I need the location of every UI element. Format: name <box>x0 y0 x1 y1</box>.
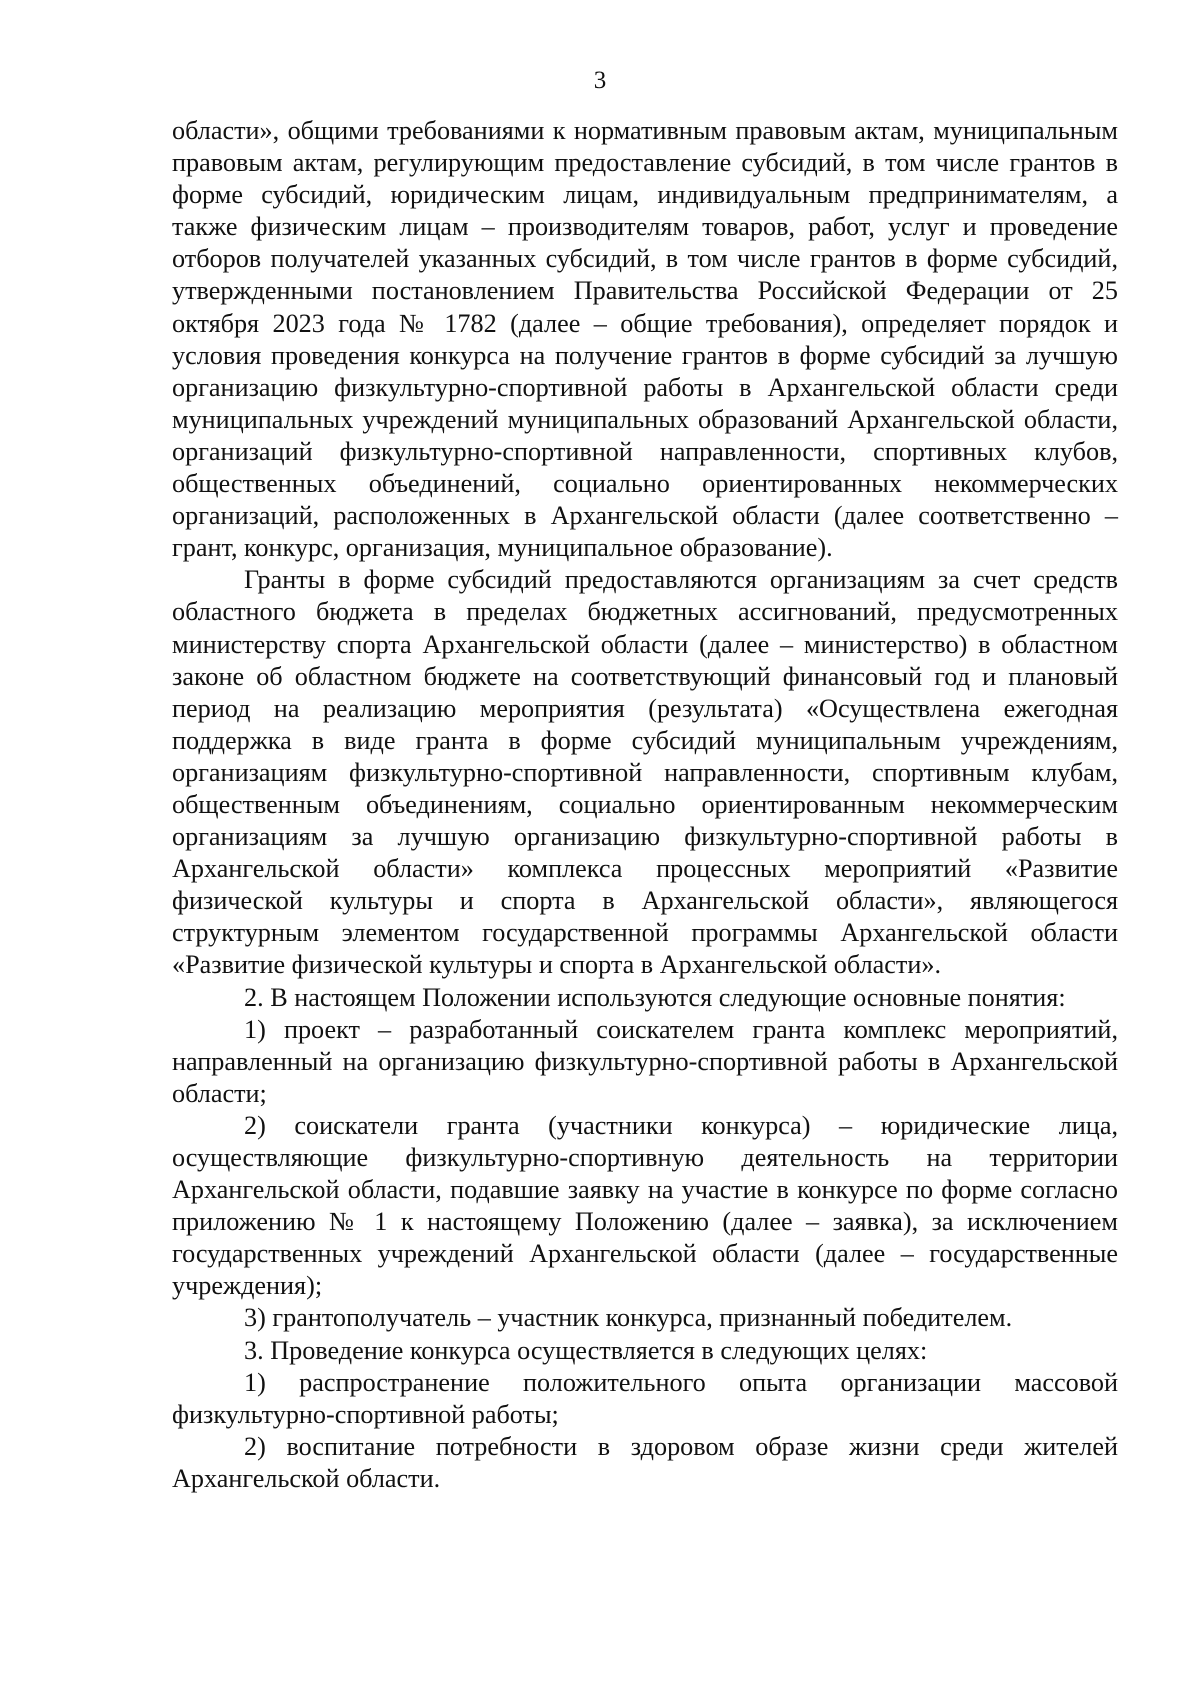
paragraph-goal-2: 2) воспитание потребности в здоровом образе жизни среди жителей Архангельской области. <box>172 1431 1118 1493</box>
page-number: 3 <box>593 67 607 94</box>
document-body <box>172 115 1118 1495</box>
paragraph-grants-funding: Гранты в форме субсидий предоставляются организациям за счет средств областного бюджета в пределах бюджетных ассигнований, предусмотренных министерству спорта Архангельской области (далее – министерство) в областном законе об областном бюджете на соответствующий финансовый год и плановый период на реализацию мероприятия (результата) «Осуществлена ежегодная поддержка в виде гранта в форме субсидий муниципальным учреждениям, организациям физкультурно-спортивной направленности, спортивным клубам, общественным объединениям, социально ориентированным некоммерческим организациям за лучшую организацию физкультурно-спортивной работы в Архангельской области» комплекса процессных мероприятий «Развитие физической культуры и спорта в Архангельской области», являющегося структурным элементом государственной программы Архангельской области «Развитие физической культуры и спорта в Архангельской области». <box>172 565 1118 980</box>
paragraph-goal-1: 1) распространение положительного опыта организации массовой физкультурно-спортивной работы; <box>172 1367 1118 1429</box>
paragraph-section-2-heading: 2. В настоящем Положении используются следующие основные понятия: <box>244 982 1066 1012</box>
paragraph-definition-project: 1) проект – разработанный соискателем гранта комплекс мероприятий, направленный на организацию физкультурно-спортивной работы в Архангельской области; <box>172 1014 1118 1108</box>
paragraph-section-3-heading: 3. Проведение конкурса осуществляется в следующих целях: <box>244 1335 928 1365</box>
paragraph-definition-applicants: 2) соискатели гранта (участники конкурса) – юридические лица, осуществляющие физкультурно-спортивную деятельность на территории Архангельской области, подавшие заявку на участие в конкурсе по форме согласно приложению № 1 к настоящему Положению (далее – заявка), за исключением государственных учреждений Архангельской области (далее – государственные учреждения); <box>172 1110 1118 1301</box>
paragraph-continuation: области», общими требованиями к нормативным правовым актам, муниципальным правовым актам, регулирующим предоставление субсидий, в том числе грантов в форме субсидий, юридическим лицам, индивидуальным предпринимателям, а также физическим лицам – производителям товаров, работ, услуг и проведение отборов получателей указанных субсидий, в том числе грантов в форме субсидий, утвержденными постановлением Правительства Российской Федерации от 25 октября 2023 года № 1782 (далее – общие требования), определяет порядок и условия проведения конкурса на получение грантов в форме субсидий за лучшую организацию физкультурно-спортивной работы в Архангельской области среди муниципальных учреждений муниципальных образований Архангельской области, организаций физкультурно-спортивной направленности, спортивных клубов, общественных объединений, социально ориентированных некоммерческих организаций, расположенных в Архангельской области (далее соответственно – грант, конкурс, организация, муниципальное образование). <box>172 116 1118 563</box>
paragraph-definition-recipient: 3) грантополучатель – участник конкурса, признанный победителем. <box>244 1303 1013 1333</box>
